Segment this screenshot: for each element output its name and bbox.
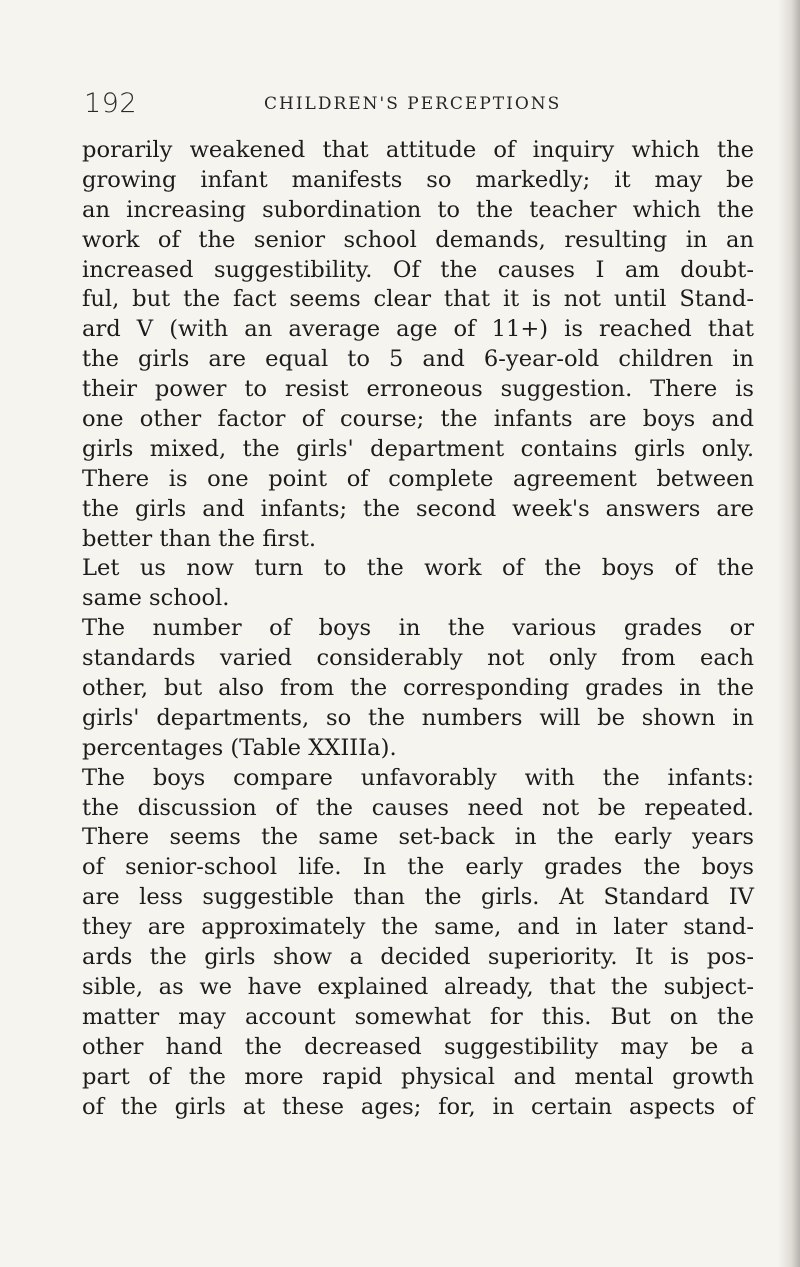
text-line: they are approximately the same, and in later stand- (82, 914, 754, 941)
text-line: part of the more rapid physical and mental growth (82, 1063, 754, 1090)
text-line: the discussion of the causes need not be repeated. (82, 794, 754, 821)
text-line: growing infant manifests so markedly; it may be (82, 166, 754, 193)
text-line: other, but also from the corresponding grades in the (82, 675, 754, 702)
text-line: their power to resist erroneous suggestion. There is (82, 376, 754, 403)
text-line: matter may account somewhat for this. But on the (82, 1003, 754, 1030)
text-line: are less suggestible than the girls. At Standard IV (82, 884, 754, 911)
text-line: girls' departments, so the numbers will be shown in (82, 704, 754, 731)
page-number: 192 (84, 88, 138, 119)
page-header (84, 88, 744, 122)
running-title: CHILDREN'S PERCEPTIONS (264, 94, 562, 114)
text-line: ards the girls show a decided superiority. It is pos- (82, 944, 754, 971)
text-line: ful, but the fact seems clear that it is not until Stand- (82, 286, 754, 313)
text-line: of senior-school life. In the early grades the boys (82, 854, 754, 881)
text-line: the girls and infants; the second week's answers are (82, 495, 754, 522)
text-line: ard V (with an average age of 11+) is reached that (82, 316, 754, 343)
text-line: The number of boys in the various grades or (82, 615, 754, 642)
text-line: percentages (Table XXIIIa). (82, 734, 397, 761)
text-line: work of the senior school demands, resulting in an (82, 226, 754, 253)
text-line: better than the first. (82, 525, 317, 552)
text-line: the girls are equal to 5 and 6-year-old children in (82, 346, 754, 373)
text-line: girls mixed, the girls' department contains girls only. (82, 435, 754, 462)
page-edge-shadow (778, 0, 800, 1267)
body-text (82, 136, 754, 1122)
text-line: The boys compare unfavorably with the infants: (82, 764, 754, 791)
text-line: an increasing subordination to the teacher which the (82, 196, 754, 223)
text-line: of the girls at these ages; for, in certain aspects of (82, 1093, 754, 1120)
text-line: Let us now turn to the work of the boys of the (82, 555, 754, 582)
text-line: There seems the same set-back in the early years (82, 824, 754, 851)
text-line: one other factor of course; the infants are boys and (82, 406, 754, 433)
text-line: There is one point of complete agreement between (82, 465, 754, 492)
text-line: other hand the decreased suggestibility may be a (82, 1033, 754, 1060)
text-line: sible, as we have explained already, that the subject- (82, 973, 754, 1000)
text-line: increased suggestibility. Of the causes I am doubt- (82, 256, 754, 283)
text-line: same school. (82, 585, 230, 612)
text-line: porarily weakened that attitude of inquiry which the (82, 137, 754, 163)
text-line: standards varied considerably not only from each (82, 645, 754, 672)
